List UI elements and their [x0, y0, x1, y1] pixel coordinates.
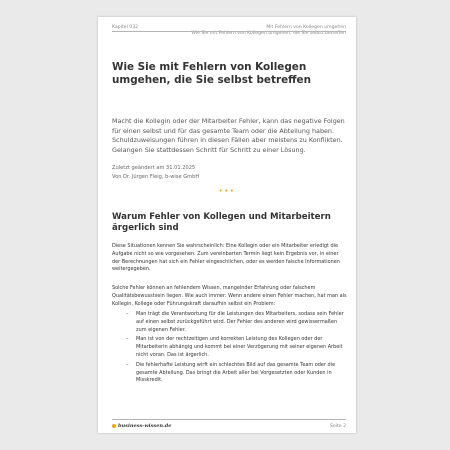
- list-item-text: Die fehlerhafte Leistung wirft ein schlechtes Bild auf das gesamte Team oder die gesamte Abteilung. Das bringt die Arbeit aller bei Vorgesetzten oder Kunden in Misskredit.: [136, 361, 336, 384]
- list-item: [112, 336, 348, 359]
- dash-bullet-icon: –: [126, 336, 129, 343]
- article-lead: Macht die Kollegin oder der Mitarbeiter Fehler, kann das negative Folgen für einen selbst und für das gesamte Team oder die Abteilung haben. Schuldzuweisungen führen in diesen Fällen aber meistens zu Konflikten. Gelangen Sie stattdessen Schritt für Schritt zu einer Lösung.: [112, 117, 345, 154]
- header-divider: [112, 31, 346, 32]
- brand-logo: [112, 423, 171, 429]
- list-item-text: Man ist von der rechtzeitigen und korrekten Leistung des Kollegen oder der Mitarbeiterin abhängig und kommt bei einer Verzögerung mit seiner eigenen Arbeit nicht voran. Das ist ärgerlich.: [136, 336, 343, 358]
- running-header-line-1: Mit Fehlern von Kollegen umgehen: [266, 25, 346, 30]
- paragraph-2: Solche Fehler können an fehlendem Wissen, mangelnder Erfahrung oder falschem Qualitätsbewusstsein liegen. Wie auch immer: Wenn andere einen Fehler machen, hat man als Kollegin, Kollege oder Führungskraft daraufhin selbst ein Problem:: [112, 285, 347, 307]
- bullet-list: [112, 311, 348, 387]
- logo-text: business-wissen.de: [118, 423, 172, 429]
- running-header-line-2: Wie Sie mit Fehlern von Kollegen umgehen, die Sie selbst betreffen: [191, 31, 346, 36]
- author-line: Von Dr. Jürgen Fleig, b-wise GmbH: [112, 174, 200, 180]
- dash-bullet-icon: –: [126, 361, 129, 368]
- document-page: [98, 17, 356, 433]
- section-heading: Warum Fehler von Kollegen und Mitarbeitern ärgerlich sind: [112, 212, 331, 233]
- chapter-label: Kapitel 032: [112, 25, 139, 30]
- article-title: Wie Sie mit Fehlern von Kollegen umgehen, die Sie selbst betreffen: [112, 61, 311, 86]
- article-meta: [112, 164, 199, 182]
- page-number: Seite 2: [329, 424, 346, 429]
- list-item: [112, 311, 348, 334]
- list-item: [112, 362, 348, 385]
- dash-bullet-icon: –: [126, 311, 129, 317]
- paragraph-1: Diese Situationen kennen Sie wahrscheinlich: Eine Kollegin oder ein Mitarbeiter erledigt die Aufgabe nicht so wie vorgesehen. Zum vereinbarten Termin liegt kein Ergebnis vor, in einer der Berechnungen hat sich ein Fehler eingeschlichen, oder es werden falsche Informationen weitergegeben.: [112, 243, 340, 273]
- logo-dot-icon: [112, 424, 116, 428]
- list-item-text: Man trägt die Verantwortung für die Leistungen des Mitarbeiters, sodass sein Fehler auf einen selbst zurückgeführt wird. Der Fehler des anderen wird gewissermaßen zum eigenen Fehler.: [136, 311, 344, 333]
- section-separator: •••: [218, 187, 236, 195]
- footer-divider: [112, 419, 346, 420]
- updated-date: Zuletzt geändert am 31.01.2025: [112, 165, 196, 171]
